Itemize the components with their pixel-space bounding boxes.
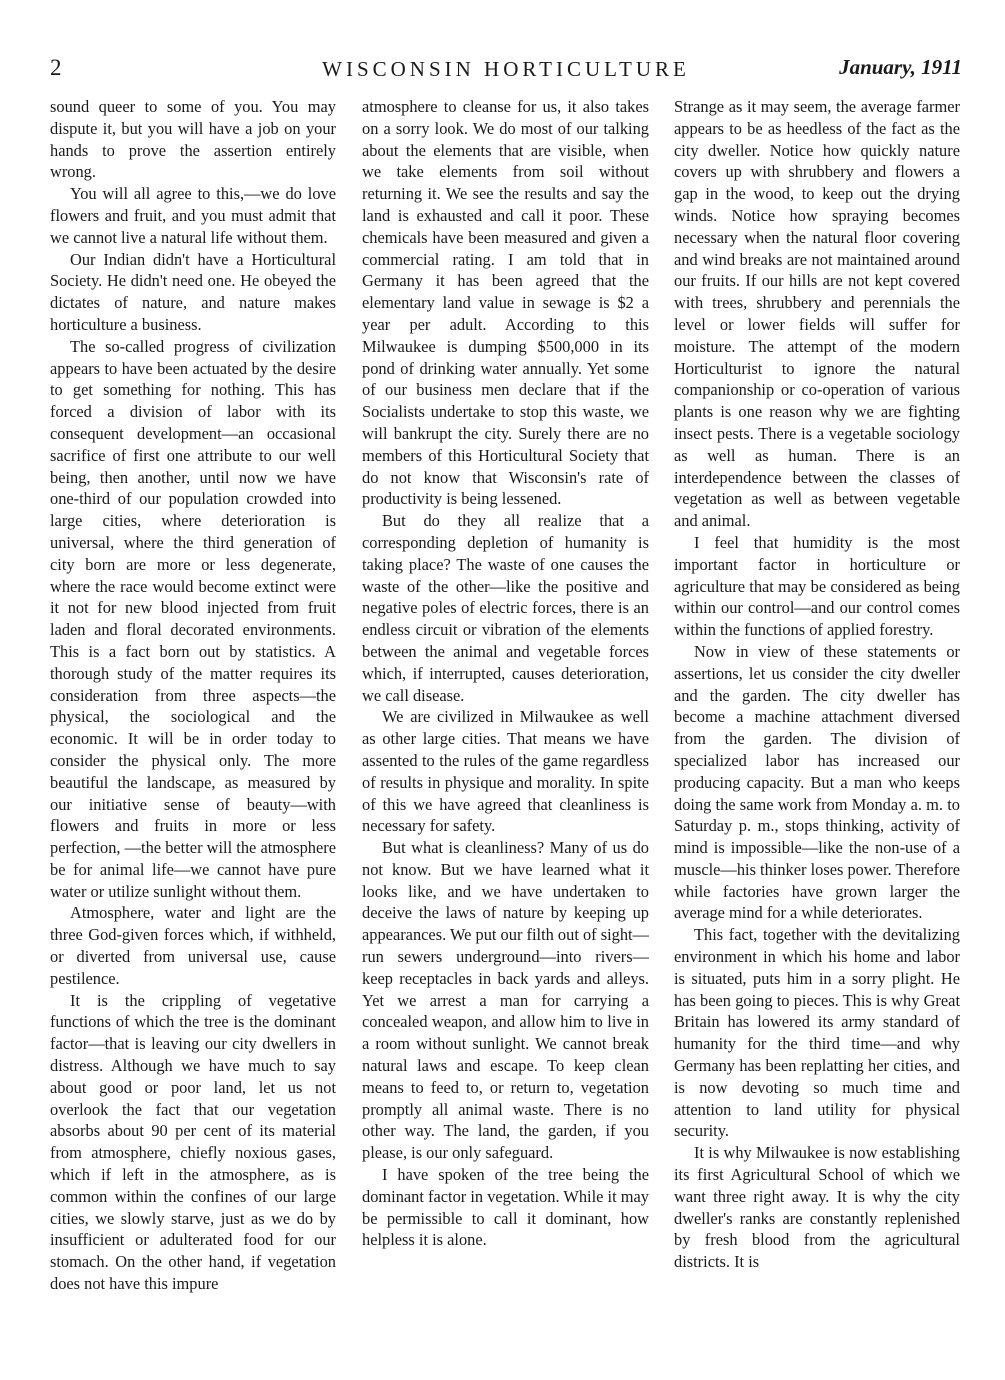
journal-title: WISCONSIN HORTICULTURE: [322, 57, 690, 81]
paragraph: I feel that humidity is the most important factor in horticulture or agriculture that may be considered as being within our control—and our control comes within the functions of applied forestry.: [674, 532, 960, 640]
text-column-3: [674, 96, 960, 1371]
paragraph: sound queer to some of you. You may dispute it, but you will have a job on your hands to prove the assertion entirely wrong.: [50, 97, 336, 182]
paragraph: But do they all realize that a corresponding depletion of humanity is taking place? The waste of one causes the waste of the other—like the positive and negative poles of electric forces, there is an endless circuit or vibration of the elements between the animal and vegetable forces which, if interrupted, causes deterioration, we call disease.: [362, 511, 649, 705]
paragraph: This fact, together with the devitalizing environment in which his home and labor is situated, puts him in a sorry plight. He has been going to pieces. This is why Great Britain has lowered its army standard of humanity for the third time—and why Germany has been replatting her cities, and is now devoting so much time and attention to land utility for physical security.: [674, 925, 960, 1141]
paragraph: Now in view of these statements or assertions, let us consider the city dweller and the garden. The city dweller has become a machine attachment diversed from the garden. The division of specialized labor has increased our producing capacity. But a man who keeps doing the same work from Monday a. m. to Saturday p. m., stops thinking, activity of mind is impossible—like the non-use of a muscle—his thinker loses power. Therefore while factories have grown larger the average mind for a while deteriorates.: [674, 641, 960, 923]
paragraph: Our Indian didn't have a Horticultural Society. He didn't need one. He obeyed the dictates of nature, and nature makes horticulture a business.: [50, 249, 336, 334]
paragraph: atmosphere to cleanse for us, it also takes on a sorry look. We do most of our talking about the elements that are visible, when we take elements from soil without returning it. We see the results and say the land is exhausted and call it poor. These chemicals have been measured and given a commercial rating. I am told that in Germany it has been agreed that the elementary land value in sewage is $2 a year per adult. According to this Milwaukee is dumping $500,000 in its pond of drinking water annually. Yet some of our business men declare that if the Socialists undertake to stop this waste, we will bankrupt the city. Surely there are no members of this Horticultural Society that do not know that Wisconsin's rate of productivity is being lessened.: [362, 97, 649, 509]
text-column-1: [50, 96, 336, 1371]
paragraph: We are civilized in Milwaukee as well as other large cities. That means we have assented to the rules of the game regardless of results in physique and morality. In spite of this we have agreed that cleanliness is necessary for safety.: [362, 707, 649, 836]
paragraph: The so-called progress of civilization appears to have been actuated by the desire to get something for nothing. This has forced a division of labor with its consequent development—an occasional sacrifice of first one attribute to our well being, then another, until now we have one-third of our population crowded into large cities, where deterioration is universal, where the third generation of city born are more or less degenerate, where the race would become extinct were it not for new blood injected from fruit laden and floral decorated environments. This is a fact born out by statistics. A thorough study of the matter requires its consideration from three aspects—the physical, the sociological and the economic. It will be in order today to consider the physical only. The more beautiful the landscape, as measured by our initiative sense of beauty—with flowers and fruits in more or less perfection, —the better will the atmosphere be for animal life—we cannot have pure water or utilize sunlight without them.: [50, 336, 336, 901]
paragraph: I have spoken of the tree being the dominant factor in vegetation. While it may be permissible to call it dominant, how helpless it is alone.: [362, 1165, 649, 1250]
paragraph: But what is cleanliness? Many of us do not know. But we have learned what it looks like, and we have undertaken to deceive the laws of nature by keeping up appearances. We put our filth out of sight—run sewers underground—into rivers—keep receptacles in back yards and alleys. Yet we arrest a man for carrying a concealed weapon, and allow him to live in a room without sunlight. We cannot break natural laws and escape. To keep clean means to feed to, or return to, vegetation promptly all animal waste. There is no other way. The land, the garden, if you please, is our only safeguard.: [362, 838, 649, 1163]
running-head: [50, 55, 962, 85]
paragraph: Atmosphere, water and light are the three God-given forces which, if withheld, or diverted from universal use, cause pestilence.: [50, 903, 336, 988]
page-number: 2: [50, 55, 62, 80]
paragraph: It is why Milwaukee is now establishing its first Agricultural School of which we want three right away. It is why the city dweller's ranks are constantly replenished by fresh blood from the agricultural districts. It is: [674, 1143, 960, 1272]
issue-date: January, 1911: [839, 55, 962, 79]
paragraph: You will all agree to this,—we do love flowers and fruit, and you must admit that we cannot live a natural life without them.: [50, 184, 336, 247]
paragraph: Strange as it may seem, the average farmer appears to be as heedless of the fact as the city dweller. Notice how quickly nature covers up with shrubbery and flowers a gap in the wood, to keep out the drying winds. Notice how spraying becomes necessary when the natural floor covering and wind breaks are not maintained around our fruits. If our hills are not kept covered with trees, shrubbery and perennials the level or lower fields will suffer for moisture. The attempt of the modern Horticulturist to ignore the natural companionship or co-operation of various plants is one reason why we are fighting insect pests. There is a vegetable sociology as well as human. There is an interdependence between the classes of vegetation as well as between vegetable and animal.: [674, 97, 960, 531]
text-column-2: [362, 96, 649, 1371]
paragraph: It is the crippling of vegetative functions of which the tree is the dominant factor—that is leaving our city dwellers in distress. Although we have much to say about good or poor land, let us not overlook the fact that our vegetation absorbs about 90 per cent of its material from atmosphere, chiefly noxious gases, which if left in the atmosphere, as is common within the confines of our large cities, we slowly starve, just as we do by insufficient or adulterated food for our stomach. On the other hand, if vegetation does not have this impure: [50, 990, 336, 1294]
